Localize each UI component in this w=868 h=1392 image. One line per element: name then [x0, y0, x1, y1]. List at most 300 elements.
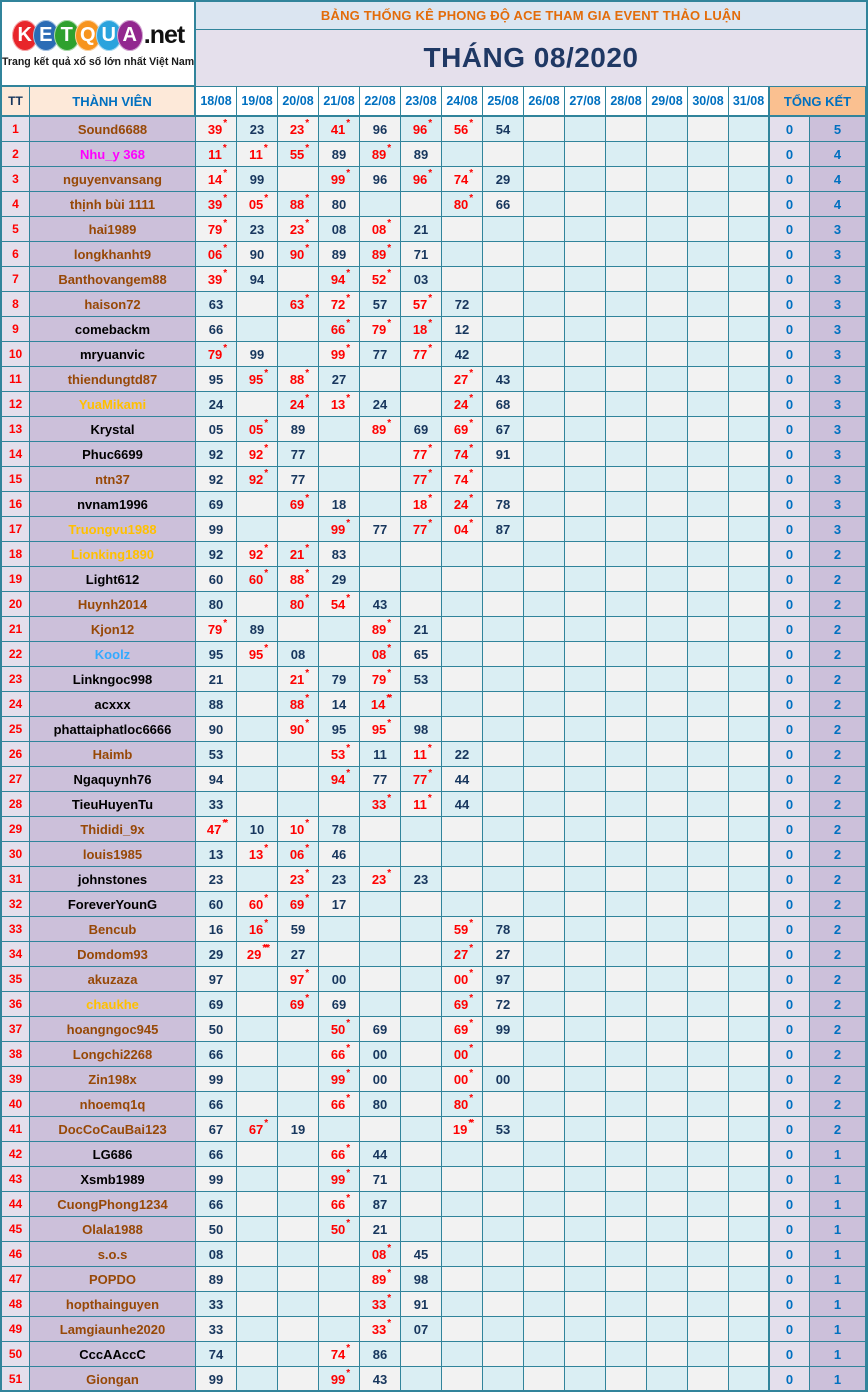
empty-cell — [360, 892, 401, 917]
score-cell: 11 * — [401, 792, 442, 817]
score-cell: 53 — [196, 742, 237, 767]
score-cell: 00 — [360, 1042, 401, 1067]
score-cell: 60 * — [237, 892, 278, 917]
empty-cell — [565, 342, 606, 367]
empty-cell — [401, 1167, 442, 1192]
score-cell: 80 — [196, 592, 237, 617]
score-cell: 92 — [196, 467, 237, 492]
empty-cell — [565, 167, 606, 192]
logo-tagline: Trang kết quả xổ số lớn nhất Việt Nam — [1, 55, 195, 68]
member-name: POPDO — [30, 1267, 196, 1292]
row-rank: 23 — [2, 667, 30, 692]
member-name: phattaiphatloc6666 — [30, 717, 196, 742]
score-cell: 08 — [319, 217, 360, 242]
score-cell: 69 — [196, 992, 237, 1017]
empty-cell — [565, 842, 606, 867]
empty-cell — [688, 1042, 729, 1067]
score-cell: 44 — [360, 1142, 401, 1167]
star-marker: * — [428, 118, 431, 129]
total-count: 1 — [810, 1267, 866, 1292]
score-cell: 13 * — [237, 842, 278, 867]
empty-cell — [647, 967, 688, 992]
star-marker: * — [469, 1093, 472, 1104]
total-zero: 0 — [770, 217, 810, 242]
empty-cell — [565, 117, 606, 142]
star-marker: * — [264, 1118, 267, 1129]
star-marker: * — [264, 443, 267, 454]
empty-cell — [606, 892, 647, 917]
score-cell: 63 * — [278, 292, 319, 317]
empty-cell — [729, 1242, 770, 1267]
total-count: 4 — [810, 192, 866, 217]
empty-cell — [237, 517, 278, 542]
score-cell: 92 * — [237, 442, 278, 467]
empty-cell — [647, 267, 688, 292]
row-rank: 39 — [2, 1067, 30, 1092]
empty-cell — [688, 342, 729, 367]
empty-cell — [688, 242, 729, 267]
table-row — [2, 442, 866, 467]
score-cell: 69 * — [442, 992, 483, 1017]
empty-cell — [565, 1292, 606, 1317]
star-marker: * — [469, 1068, 472, 1079]
score-cell: 90 — [196, 717, 237, 742]
total-count: 2 — [810, 1117, 866, 1142]
date-column-header: 19/08 — [237, 87, 278, 117]
table-row — [2, 717, 866, 742]
empty-cell — [319, 1317, 360, 1342]
empty-cell — [565, 1317, 606, 1342]
score-cell: 60 — [196, 567, 237, 592]
star-marker: * — [223, 618, 226, 629]
date-column-header: 18/08 — [196, 87, 237, 117]
row-rank: 22 — [2, 642, 30, 667]
total-count: 4 — [810, 142, 866, 167]
empty-cell — [729, 542, 770, 567]
star-marker: * — [264, 918, 267, 929]
empty-cell — [606, 542, 647, 567]
score-cell: 77 * — [401, 342, 442, 367]
star-marker: * — [305, 593, 308, 604]
table-row — [2, 392, 866, 417]
empty-cell — [483, 642, 524, 667]
empty-cell — [688, 1367, 729, 1392]
star-marker: * — [428, 518, 431, 529]
table-row — [2, 367, 866, 392]
total-zero: 0 — [770, 967, 810, 992]
total-zero: 0 — [770, 117, 810, 142]
total-zero: 0 — [770, 1042, 810, 1067]
star-marker: * — [223, 218, 226, 229]
empty-cell — [565, 767, 606, 792]
score-cell: 80 — [319, 192, 360, 217]
star-marker: * — [469, 1018, 472, 1029]
total-zero: 0 — [770, 642, 810, 667]
empty-cell — [688, 142, 729, 167]
empty-cell — [524, 517, 565, 542]
empty-cell — [237, 1317, 278, 1342]
score-cell: 00 — [360, 1067, 401, 1092]
empty-cell — [360, 542, 401, 567]
empty-cell — [565, 517, 606, 542]
empty-cell — [565, 917, 606, 942]
table-row — [2, 1017, 866, 1042]
empty-cell — [442, 1267, 483, 1292]
score-cell: 24 * — [278, 392, 319, 417]
score-cell: 18 — [319, 492, 360, 517]
empty-cell — [565, 392, 606, 417]
score-cell: 69 — [360, 1017, 401, 1042]
row-rank: 21 — [2, 617, 30, 642]
member-name: Thididi_9x — [30, 817, 196, 842]
score-cell: 04 * — [442, 517, 483, 542]
empty-cell — [565, 1042, 606, 1067]
total-zero: 0 — [770, 717, 810, 742]
star-marker: * — [428, 768, 431, 779]
score-cell: 99 * — [319, 1167, 360, 1192]
empty-cell — [729, 317, 770, 342]
total-zero: 0 — [770, 992, 810, 1017]
empty-cell — [647, 717, 688, 742]
empty-cell — [688, 292, 729, 317]
empty-cell — [688, 1342, 729, 1367]
score-cell: 39 * — [196, 267, 237, 292]
total-count: 2 — [810, 617, 866, 642]
empty-cell — [524, 342, 565, 367]
total-count: 2 — [810, 692, 866, 717]
score-cell: 14 * — [196, 167, 237, 192]
empty-cell — [688, 842, 729, 867]
empty-cell — [729, 492, 770, 517]
score-cell: 89 — [401, 142, 442, 167]
member-name: CccAAccC — [30, 1342, 196, 1367]
empty-cell — [565, 217, 606, 242]
empty-cell — [688, 642, 729, 667]
star-marker: * — [428, 318, 431, 329]
row-rank: 1 — [2, 117, 30, 142]
member-name: thịnh bùi 1111 — [30, 192, 196, 217]
row-rank: 49 — [2, 1317, 30, 1342]
score-cell: 57 — [360, 292, 401, 317]
empty-cell — [729, 667, 770, 692]
empty-cell — [729, 1267, 770, 1292]
score-cell: 99 — [483, 1017, 524, 1042]
total-zero: 0 — [770, 1017, 810, 1042]
empty-cell — [565, 492, 606, 517]
table-row — [2, 767, 866, 792]
empty-cell — [688, 1267, 729, 1292]
table-row — [2, 567, 866, 592]
table-row — [2, 117, 866, 142]
month-title: THÁNG 08/2020 — [196, 30, 866, 87]
star-marker: ** — [386, 693, 391, 704]
empty-cell — [401, 1117, 442, 1142]
empty-cell — [565, 592, 606, 617]
empty-cell — [565, 642, 606, 667]
row-rank: 47 — [2, 1267, 30, 1292]
star-marker: * — [305, 718, 308, 729]
table-row — [2, 617, 866, 642]
score-cell: 77 — [360, 342, 401, 367]
empty-cell — [606, 567, 647, 592]
score-cell: 13 * — [319, 392, 360, 417]
score-cell: 21 * — [278, 542, 319, 567]
empty-cell — [319, 642, 360, 667]
empty-cell — [278, 167, 319, 192]
date-column-header: 25/08 — [483, 87, 524, 117]
score-cell: 97 — [196, 967, 237, 992]
empty-cell — [688, 667, 729, 692]
column-header-total: TỔNG KẾT — [770, 87, 866, 117]
empty-cell — [524, 717, 565, 742]
row-rank: 6 — [2, 242, 30, 267]
star-marker: * — [469, 468, 472, 479]
total-count: 3 — [810, 292, 866, 317]
empty-cell — [606, 167, 647, 192]
total-zero: 0 — [770, 942, 810, 967]
score-cell: 60 — [196, 892, 237, 917]
star-marker: * — [305, 543, 308, 554]
empty-cell — [606, 442, 647, 467]
total-zero: 0 — [770, 242, 810, 267]
empty-cell — [606, 717, 647, 742]
empty-cell — [647, 617, 688, 642]
empty-cell — [442, 217, 483, 242]
empty-cell — [606, 992, 647, 1017]
empty-cell — [688, 1167, 729, 1192]
empty-cell — [483, 342, 524, 367]
table-row — [2, 1367, 866, 1392]
table-row — [2, 792, 866, 817]
empty-cell — [319, 917, 360, 942]
board-header — [2, 2, 866, 117]
member-name: acxxx — [30, 692, 196, 717]
member-name: Domdom93 — [30, 942, 196, 967]
member-name: Phuc6699 — [30, 442, 196, 467]
empty-cell — [606, 217, 647, 242]
star-marker: * — [469, 993, 472, 1004]
total-count: 2 — [810, 567, 866, 592]
empty-cell — [688, 467, 729, 492]
member-name: Linkngoc998 — [30, 667, 196, 692]
empty-cell — [319, 617, 360, 642]
empty-cell — [729, 717, 770, 742]
score-cell: 74 * — [442, 167, 483, 192]
total-count: 3 — [810, 267, 866, 292]
column-header-tt: TT — [2, 87, 30, 117]
total-zero: 0 — [770, 342, 810, 367]
empty-cell — [688, 992, 729, 1017]
table-row — [2, 667, 866, 692]
total-count: 2 — [810, 542, 866, 567]
total-zero: 0 — [770, 517, 810, 542]
empty-cell — [401, 917, 442, 942]
star-marker: * — [223, 168, 226, 179]
score-cell: 05 * — [237, 192, 278, 217]
row-rank: 46 — [2, 1242, 30, 1267]
score-cell: 21 — [196, 667, 237, 692]
score-cell: 89 — [196, 1267, 237, 1292]
empty-cell — [647, 1242, 688, 1267]
total-zero: 0 — [770, 817, 810, 842]
empty-cell — [688, 117, 729, 142]
total-zero: 0 — [770, 1317, 810, 1342]
score-cell: 23 — [319, 867, 360, 892]
row-rank: 32 — [2, 892, 30, 917]
empty-cell — [688, 1142, 729, 1167]
empty-cell — [688, 742, 729, 767]
empty-cell — [647, 492, 688, 517]
empty-cell — [606, 1067, 647, 1092]
star-marker: * — [346, 318, 349, 329]
empty-cell — [606, 1167, 647, 1192]
empty-cell — [647, 1317, 688, 1342]
empty-cell — [606, 367, 647, 392]
empty-cell — [483, 667, 524, 692]
score-cell: 44 — [442, 792, 483, 817]
empty-cell — [360, 367, 401, 392]
empty-cell — [688, 817, 729, 842]
empty-cell — [647, 367, 688, 392]
empty-cell — [442, 617, 483, 642]
member-name: Zin198x — [30, 1067, 196, 1092]
star-marker: * — [346, 1368, 349, 1379]
star-marker: * — [428, 443, 431, 454]
empty-cell — [729, 467, 770, 492]
total-zero: 0 — [770, 442, 810, 467]
score-cell: 52 * — [360, 267, 401, 292]
empty-cell — [237, 492, 278, 517]
member-name: Olala1988 — [30, 1217, 196, 1242]
score-cell: 94 * — [319, 267, 360, 292]
total-zero: 0 — [770, 1367, 810, 1392]
empty-cell — [688, 692, 729, 717]
ketqua-logo[interactable] — [2, 2, 196, 87]
score-cell: 66 * — [319, 1192, 360, 1217]
date-column-header: 21/08 — [319, 87, 360, 117]
header-left — [2, 87, 196, 117]
star-marker: * — [387, 318, 390, 329]
score-cell: 83 — [319, 542, 360, 567]
empty-cell — [442, 1367, 483, 1392]
score-cell: 69 * — [278, 992, 319, 1017]
star-marker: * — [346, 168, 349, 179]
score-cell: 17 — [319, 892, 360, 917]
score-cell: 87 — [360, 1192, 401, 1217]
score-cell: 98 — [401, 1267, 442, 1292]
empty-cell — [483, 142, 524, 167]
member-name: Bencub — [30, 917, 196, 942]
score-cell: 92 — [196, 442, 237, 467]
total-zero: 0 — [770, 267, 810, 292]
empty-cell — [278, 617, 319, 642]
table-row — [2, 292, 866, 317]
star-marker: * — [469, 443, 472, 454]
total-zero: 0 — [770, 792, 810, 817]
empty-cell — [647, 1092, 688, 1117]
score-cell: 10 * — [278, 817, 319, 842]
empty-cell — [647, 1267, 688, 1292]
total-zero: 0 — [770, 567, 810, 592]
empty-cell — [647, 917, 688, 942]
score-cell: 74 * — [442, 467, 483, 492]
score-cell: 66 — [196, 1042, 237, 1067]
score-cell: 95 * — [360, 717, 401, 742]
date-column-header: 26/08 — [524, 87, 565, 117]
empty-cell — [688, 1117, 729, 1142]
empty-cell — [729, 1092, 770, 1117]
empty-cell — [278, 1192, 319, 1217]
date-column-header: 27/08 — [565, 87, 606, 117]
star-marker: * — [264, 193, 267, 204]
empty-cell — [401, 1142, 442, 1167]
row-rank: 19 — [2, 567, 30, 592]
empty-cell — [688, 767, 729, 792]
empty-cell — [729, 792, 770, 817]
score-cell: 98 — [401, 717, 442, 742]
empty-cell — [688, 617, 729, 642]
empty-cell — [647, 467, 688, 492]
empty-cell — [524, 442, 565, 467]
empty-cell — [565, 267, 606, 292]
empty-cell — [565, 792, 606, 817]
score-cell: 92 — [196, 542, 237, 567]
logo-letter: A — [117, 20, 143, 51]
empty-cell — [524, 367, 565, 392]
empty-cell — [524, 742, 565, 767]
empty-cell — [442, 542, 483, 567]
score-cell: 29 — [196, 942, 237, 967]
table-row — [2, 1242, 866, 1267]
score-cell: 67 — [483, 417, 524, 442]
total-zero: 0 — [770, 692, 810, 717]
empty-cell — [729, 892, 770, 917]
empty-cell — [729, 1292, 770, 1317]
star-marker: * — [346, 118, 349, 129]
score-cell: 18 * — [401, 317, 442, 342]
score-cell: 53 — [401, 667, 442, 692]
score-cell: 21 — [401, 617, 442, 642]
member-name: TieuHuyenTu — [30, 792, 196, 817]
total-count: 3 — [810, 517, 866, 542]
total-zero: 0 — [770, 867, 810, 892]
empty-cell — [565, 1142, 606, 1167]
star-marker: * — [346, 1143, 349, 1154]
empty-cell — [237, 1092, 278, 1117]
empty-cell — [729, 1067, 770, 1092]
row-rank: 3 — [2, 167, 30, 192]
empty-cell — [606, 142, 647, 167]
member-name: Haimb — [30, 742, 196, 767]
score-cell: 22 — [442, 742, 483, 767]
empty-cell — [278, 1292, 319, 1317]
empty-cell — [524, 142, 565, 167]
total-count: 3 — [810, 367, 866, 392]
star-marker: * — [305, 118, 308, 129]
empty-cell — [524, 242, 565, 267]
score-cell: 27 — [278, 942, 319, 967]
star-marker: * — [305, 693, 308, 704]
empty-cell — [729, 817, 770, 842]
star-marker: * — [469, 393, 472, 404]
empty-cell — [647, 642, 688, 667]
star-marker: ** — [468, 1118, 473, 1129]
score-cell: 23 — [401, 867, 442, 892]
empty-cell — [688, 492, 729, 517]
empty-cell — [565, 442, 606, 467]
empty-cell — [524, 942, 565, 967]
score-cell: 80 * — [442, 1092, 483, 1117]
